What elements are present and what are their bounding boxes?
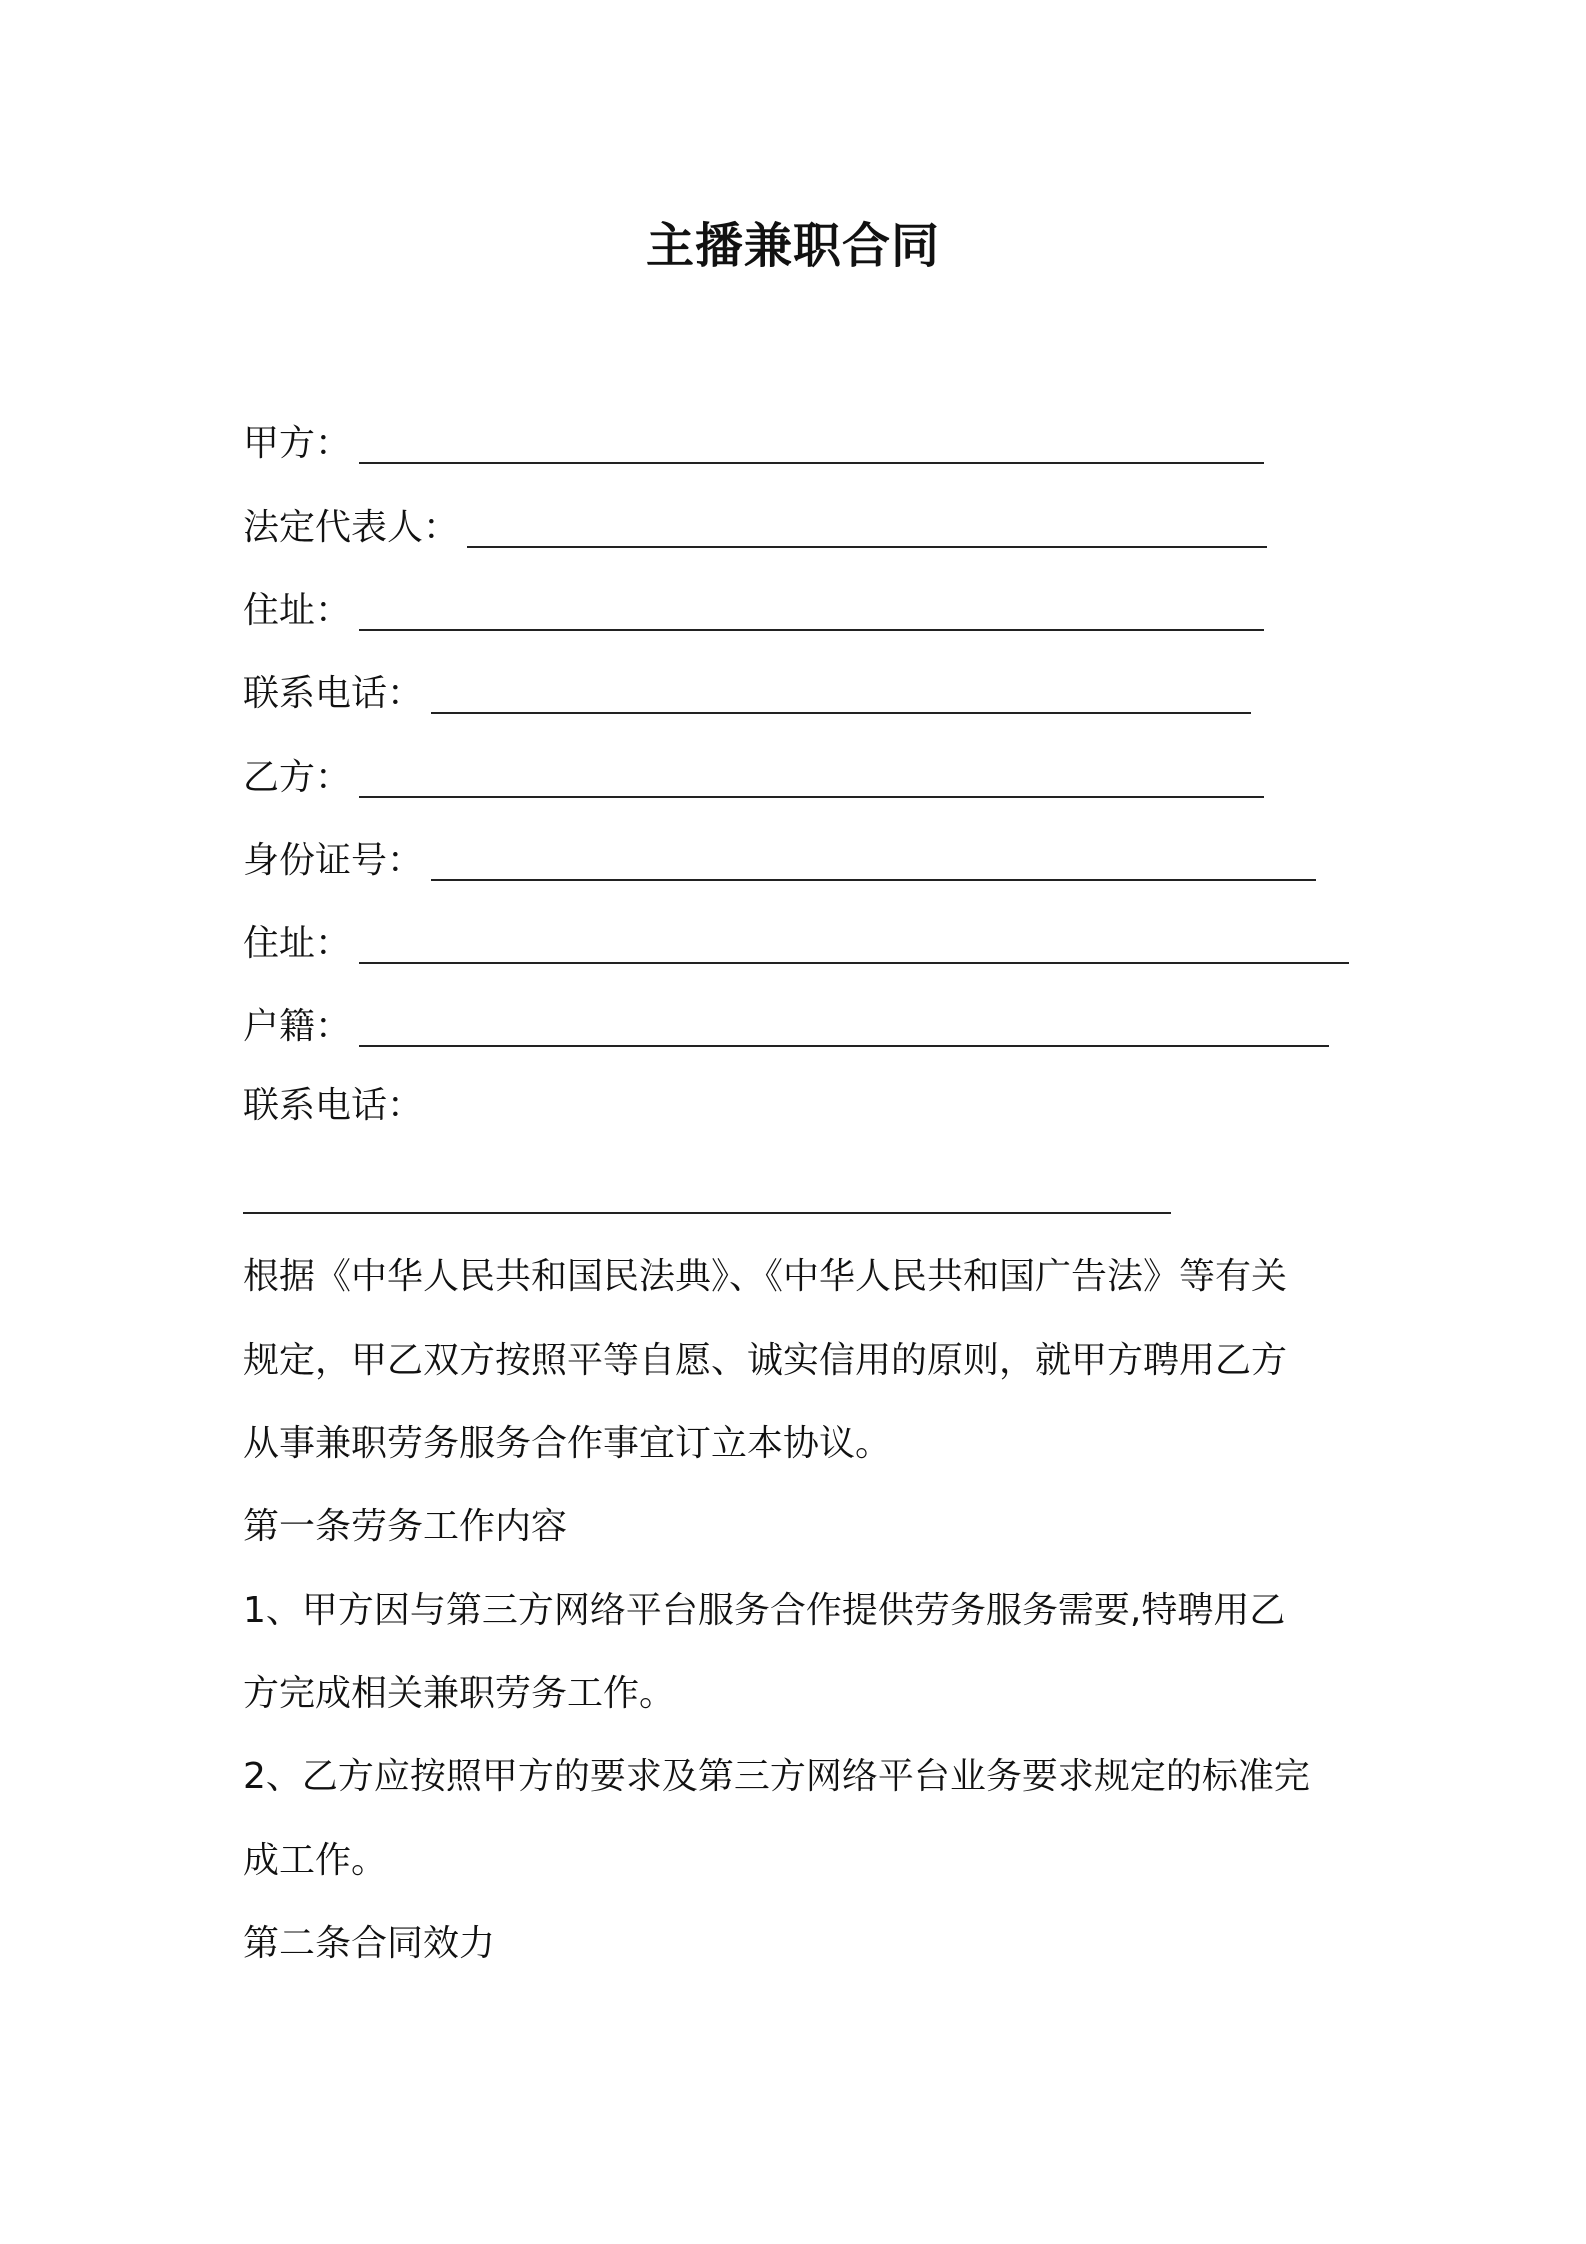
party-a-address-label: 住址： [243,590,352,631]
legal-representative-label: 法定代表人： [243,507,460,548]
legal-representative-blank[interactable] [467,510,1267,548]
article-1-item-2-line-1: 2、乙方应按照甲方的要求及第三方网络平台业务要求规定的标准完 [243,1756,1310,1797]
party-a-phone-label: 联系电话： [243,673,424,714]
document-title: 主播兼职合同 [645,218,940,274]
article-1-item-2-line-2: 成工作。 [243,1840,388,1881]
party-b-label: 乙方： [243,757,352,798]
article-1-heading: 第一条劳务工作内容 [243,1506,568,1547]
id-number-field [243,837,1316,885]
party-b-blank[interactable] [359,760,1264,798]
party-b-address-label: 住址： [243,923,352,964]
intro-line-3: 从事兼职劳务服务合作事宜订立本协议。 [243,1423,892,1464]
article-1-item-1-line-2: 方完成相关兼职劳务工作。 [243,1673,676,1714]
party-a-phone-field [243,670,1251,718]
party-b-address-blank[interactable] [359,926,1349,964]
household-registration-field [243,1003,1329,1051]
article-1-item-1-line-1: 1、甲方因与第三方网络平台服务合作提供劳务服务需要,特聘用乙 [243,1590,1286,1631]
party-a-label: 甲方： [243,423,352,464]
party-b-phone-label: 联系电话： [243,1085,424,1126]
id-number-label: 身份证号： [243,840,424,881]
party-a-address-blank[interactable] [359,593,1264,631]
intro-line-2: 规定，甲乙双方按照平等自愿、诚实信用的原则，就甲方聘用乙方 [243,1340,1288,1381]
intro-line-1: 根据《中华人民共和国民法典》、《中华人民共和国广告法》等有关 [243,1256,1288,1297]
party-a-blank[interactable] [359,426,1264,464]
legal-representative-field [243,504,1267,552]
id-number-blank[interactable] [431,843,1316,881]
article-2-heading: 第二条合同效力 [243,1923,496,1964]
party-b-field [243,754,1264,802]
party-b-phone-field [243,1082,423,1130]
party-a-phone-blank[interactable] [431,676,1251,714]
party-b-address-field [243,920,1349,968]
party-a-address-field [243,587,1264,635]
party-b-phone-blank[interactable] [243,1212,1171,1214]
household-registration-label: 户籍： [243,1006,352,1047]
party-a-field [243,420,1264,468]
household-registration-blank[interactable] [359,1009,1329,1047]
